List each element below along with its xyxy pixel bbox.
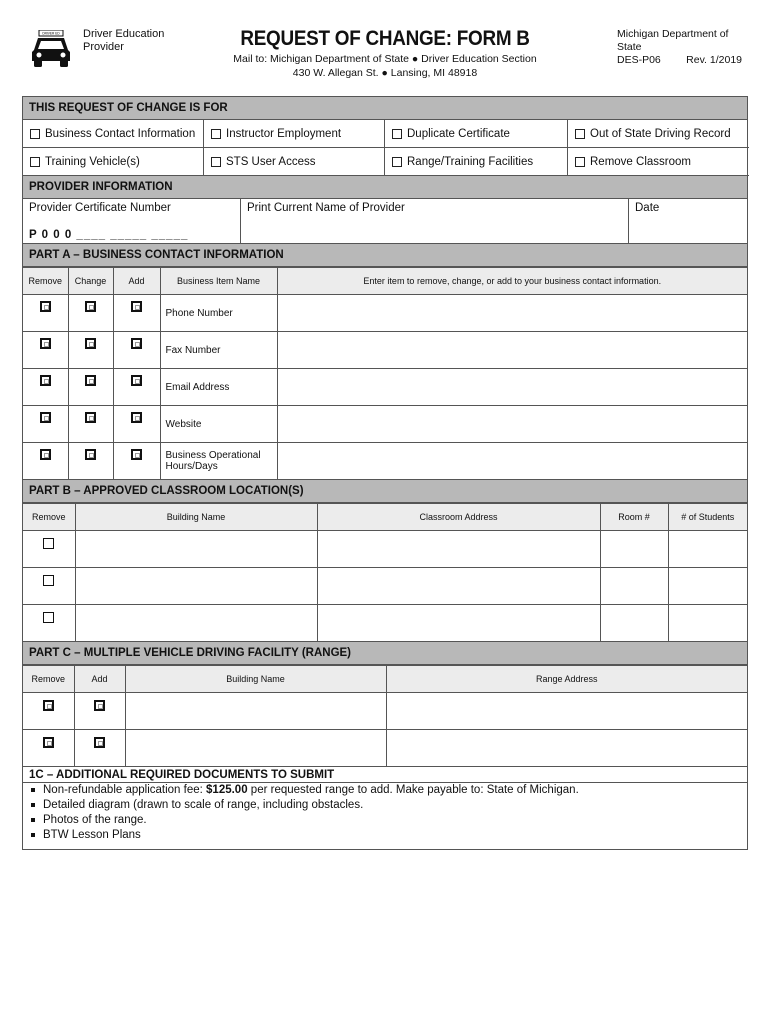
table-row bbox=[23, 605, 747, 642]
option-label: Range/Training Facilities bbox=[407, 155, 534, 168]
change-checkbox[interactable] bbox=[85, 338, 96, 349]
add-checkbox[interactable] bbox=[131, 375, 142, 386]
table-row bbox=[23, 531, 747, 568]
item-name: Fax Number bbox=[160, 332, 277, 369]
checkbox-icon[interactable] bbox=[211, 157, 221, 167]
table-header-row bbox=[23, 504, 747, 531]
remove-checkbox[interactable] bbox=[43, 612, 54, 623]
part-a-table bbox=[23, 267, 747, 480]
option-remove-classroom[interactable] bbox=[568, 148, 749, 176]
option-label: Business Contact Information bbox=[45, 127, 196, 140]
student-count-field[interactable] bbox=[668, 605, 747, 642]
option-training-vehicles[interactable] bbox=[23, 148, 204, 176]
docs-list bbox=[23, 783, 747, 849]
table-row bbox=[23, 693, 747, 730]
agency-name: Michigan Department of State bbox=[617, 28, 729, 53]
fee-amount: $125.00 bbox=[206, 784, 248, 796]
request-options bbox=[23, 120, 747, 176]
provider-label-line2: Provider bbox=[83, 41, 124, 53]
remove-checkbox[interactable] bbox=[43, 737, 54, 748]
part-c-table bbox=[23, 665, 747, 767]
table-row bbox=[23, 443, 747, 480]
part-c-heading: PART C – MULTIPLE VEHICLE DRIVING FACILITY (RANGE) bbox=[23, 642, 747, 665]
option-range-facilities[interactable] bbox=[385, 148, 568, 176]
option-business-contact[interactable] bbox=[23, 120, 204, 148]
col-building-name: Building Name bbox=[125, 666, 386, 693]
agency-block bbox=[617, 28, 742, 67]
provider-info-row bbox=[23, 199, 747, 244]
option-sts-user-access[interactable] bbox=[204, 148, 385, 176]
remove-checkbox[interactable] bbox=[43, 700, 54, 711]
request-form bbox=[22, 96, 748, 850]
add-checkbox[interactable] bbox=[94, 737, 105, 748]
list-item: Photos of the range. bbox=[31, 813, 739, 828]
item-name: Phone Number bbox=[160, 295, 277, 332]
remove-checkbox[interactable] bbox=[43, 575, 54, 586]
entry-field[interactable] bbox=[277, 406, 747, 443]
date-label: Date bbox=[635, 202, 660, 214]
checkbox-icon[interactable] bbox=[392, 157, 402, 167]
certificate-field[interactable] bbox=[23, 199, 241, 243]
date-field[interactable] bbox=[629, 199, 749, 243]
provider-label-line1: Driver Education bbox=[83, 28, 165, 40]
table-row bbox=[23, 730, 747, 767]
add-checkbox[interactable] bbox=[131, 338, 142, 349]
col-remove: Remove bbox=[23, 504, 75, 531]
request-section-heading: THIS REQUEST OF CHANGE IS FOR bbox=[23, 97, 747, 120]
option-label: STS User Access bbox=[226, 155, 316, 168]
building-name-field[interactable] bbox=[125, 730, 386, 767]
entry-field[interactable] bbox=[277, 369, 747, 406]
option-label: Out of State Driving Record bbox=[590, 127, 731, 140]
option-label: Remove Classroom bbox=[590, 155, 691, 168]
table-row bbox=[23, 369, 747, 406]
checkbox-icon[interactable] bbox=[575, 157, 585, 167]
col-business-item: Business Item Name bbox=[160, 268, 277, 295]
certificate-code: P 0 0 0 ____ _____ _____ bbox=[29, 229, 189, 241]
table-row bbox=[23, 332, 747, 369]
col-change: Change bbox=[68, 268, 113, 295]
form-title: REQUEST OF CHANGE: FORM B bbox=[240, 27, 530, 50]
option-label: Duplicate Certificate bbox=[407, 127, 510, 140]
svg-text:DRIVER ED: DRIVER ED bbox=[42, 31, 60, 36]
checkbox-icon[interactable] bbox=[575, 129, 585, 139]
option-instructor-employment[interactable] bbox=[204, 120, 385, 148]
col-student-count: # of Students bbox=[668, 504, 747, 531]
change-checkbox[interactable] bbox=[85, 449, 96, 460]
change-checkbox[interactable] bbox=[85, 412, 96, 423]
entry-field[interactable] bbox=[277, 295, 747, 332]
add-checkbox[interactable] bbox=[131, 301, 142, 312]
part-b-heading: PART B – APPROVED CLASSROOM LOCATION(S) bbox=[23, 480, 747, 503]
room-number-field[interactable] bbox=[600, 568, 668, 605]
table-header-row bbox=[23, 268, 747, 295]
remove-checkbox[interactable] bbox=[40, 375, 51, 386]
col-room-number: Room # bbox=[600, 504, 668, 531]
docs-heading: 1C – ADDITIONAL REQUIRED DOCUMENTS TO SUBMIT bbox=[23, 767, 747, 783]
list-item: BTW Lesson Plans bbox=[31, 828, 739, 843]
building-name-field[interactable] bbox=[75, 605, 317, 642]
address-line: 430 W. Allegan St. ● Lansing, MI 48918 bbox=[292, 67, 478, 79]
col-add: Add bbox=[74, 666, 125, 693]
mail-to-line: Mail to: Michigan Department of State ● Driver Education Section bbox=[233, 53, 537, 65]
change-checkbox[interactable] bbox=[85, 301, 96, 312]
checkbox-icon[interactable] bbox=[30, 129, 40, 139]
student-count-field[interactable] bbox=[668, 568, 747, 605]
remove-checkbox[interactable] bbox=[40, 449, 51, 460]
form-code: DES-P06 bbox=[617, 54, 661, 66]
room-number-field[interactable] bbox=[600, 531, 668, 568]
revision: Rev. 1/2019 bbox=[686, 54, 742, 66]
option-label: Training Vehicle(s) bbox=[45, 155, 140, 168]
provider-name-field[interactable] bbox=[241, 199, 629, 243]
student-count-field[interactable] bbox=[668, 531, 747, 568]
option-out-of-state-record[interactable] bbox=[568, 120, 749, 148]
remove-checkbox[interactable] bbox=[43, 538, 54, 549]
fee-prefix: Non-refundable application fee: bbox=[43, 784, 207, 796]
col-building-name: Building Name bbox=[75, 504, 317, 531]
col-classroom-address: Classroom Address bbox=[317, 504, 600, 531]
remove-checkbox[interactable] bbox=[40, 338, 51, 349]
classroom-address-field[interactable] bbox=[317, 605, 600, 642]
building-name-field[interactable] bbox=[125, 693, 386, 730]
entry-field[interactable] bbox=[277, 332, 747, 369]
classroom-address-field[interactable] bbox=[317, 531, 600, 568]
remove-checkbox[interactable] bbox=[40, 412, 51, 423]
option-label: Instructor Employment bbox=[226, 127, 342, 140]
checkbox-icon[interactable] bbox=[211, 129, 221, 139]
table-header-row bbox=[23, 666, 747, 693]
table-row bbox=[23, 406, 747, 443]
provider-name-label: Print Current Name of Provider bbox=[247, 202, 405, 214]
table-row bbox=[23, 568, 747, 605]
item-name: Website bbox=[160, 406, 277, 443]
classroom-address-field[interactable] bbox=[317, 568, 600, 605]
part-a-heading: PART A – BUSINESS CONTACT INFORMATION bbox=[23, 244, 747, 267]
remove-checkbox[interactable] bbox=[40, 301, 51, 312]
add-checkbox[interactable] bbox=[131, 412, 142, 423]
part-b-table bbox=[23, 503, 747, 642]
building-name-field[interactable] bbox=[75, 531, 317, 568]
col-entry: Enter item to remove, change, or add to your business contact information. bbox=[277, 268, 747, 295]
fee-suffix: per requested range to add. Make payable to: State of Michigan. bbox=[247, 784, 579, 796]
range-address-field[interactable] bbox=[386, 693, 747, 730]
building-name-field[interactable] bbox=[75, 568, 317, 605]
col-remove: Remove bbox=[23, 268, 68, 295]
checkbox-icon[interactable] bbox=[30, 157, 40, 167]
item-name: Business Operational Hours/Days bbox=[160, 443, 277, 480]
entry-field[interactable] bbox=[277, 443, 747, 480]
add-checkbox[interactable] bbox=[94, 700, 105, 711]
option-duplicate-certificate[interactable] bbox=[385, 120, 568, 148]
add-checkbox[interactable] bbox=[131, 449, 142, 460]
list-item: Detailed diagram (drawn to scale of range, including obstacles. bbox=[31, 798, 739, 813]
table-row bbox=[23, 295, 747, 332]
item-name: Email Address bbox=[160, 369, 277, 406]
col-add: Add bbox=[113, 268, 160, 295]
list-item bbox=[31, 783, 739, 798]
room-number-field[interactable] bbox=[600, 605, 668, 642]
range-address-field[interactable] bbox=[386, 730, 747, 767]
col-remove: Remove bbox=[23, 666, 74, 693]
col-range-address: Range Address bbox=[386, 666, 747, 693]
form-header bbox=[0, 0, 770, 96]
change-checkbox[interactable] bbox=[85, 375, 96, 386]
provider-section-heading: PROVIDER INFORMATION bbox=[23, 176, 747, 199]
checkbox-icon[interactable] bbox=[392, 129, 402, 139]
certificate-label: Provider Certificate Number bbox=[29, 202, 171, 214]
